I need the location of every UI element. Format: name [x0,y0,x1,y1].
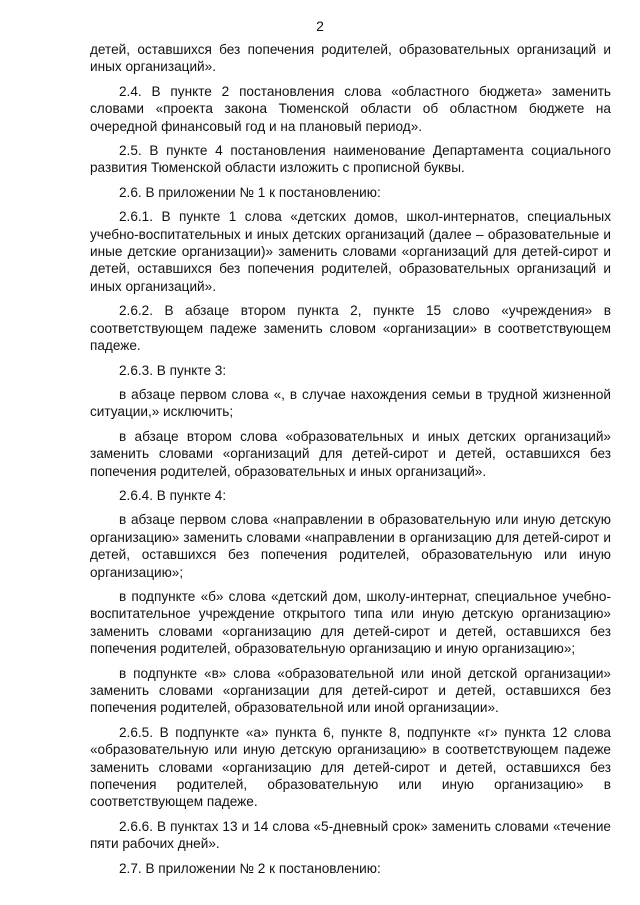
paragraph-2-6-3-b: в абзаце втором слова «образовательных и иных детских организаций» заменить словами «организаций для детей-сирот и детей, оставшихся без попечения родителей, образовательных и иных организаций». [90,428,611,479]
paragraph-continuation: детей, оставшихся без попечения родителей, образовательных организаций и иных организаций». [90,42,611,75]
paragraph-2-6-4-c: в подпункте «в» слова «образовательной или иной детской организации» заменить словами «организации для детей-сирот и детей, оставшихся без попечения родителей, образовательной или иной организации». [90,665,611,716]
paragraph-2-6-5: 2.6.5. В подпункте «а» пункта 6, пункте 8, подпункте «г» пункта 12 слова «образовательную или иную детскую организацию» в соответствующем падеже заменить словами «организацию для детей-сирот и детей, оставшихся без попечения родителей, образовательную или иную организацию» в соответствующем падеже. [90,724,611,810]
page-number: 2 [316,18,324,34]
paragraph-2-4: 2.4. В пункте 2 постановления слова «областного бюджета» заменить словами «проекта закона Тюменской области об областном бюджете на очередной финансовый год и на плановый период». [90,83,611,134]
paragraph-2-6-3-a: в абзаце первом слова «, в случае нахождения семьи в трудной жизненной ситуации,» исключить; [90,386,611,420]
paragraph-2-5: 2.5. В пункте 4 постановления наименование Департамента социального развития Тюменской области изложить с прописной буквы. [90,143,611,176]
paragraph-2-6: 2.6. В приложении № 1 к постановлению: [119,184,381,200]
paragraph-2-6-4-b: в подпункте «б» слова «детский дом, школу-интернат, специальное учебно-воспитательное учреждение открытого типа или иную детскую организацию» заменить словами «организацию для детей-сирот и детей, оставшихся без попечения родителей, образовательную организацию и иную организацию»; [90,588,611,657]
paragraph-2-6-2: 2.6.2. В абзаце втором пункта 2, пункте 15 слово «учреждения» в соответствующем падеже заменить словом «организации» в соответствующем падеже. [90,303,611,354]
paragraph-2-6-4-a: в абзаце первом слова «направлении в образовательную или иную детскую организацию» заменить словами «направлении в организацию для детей-сирот и детей, оставшихся без попечения родителей, образовательную или иную организацию»; [90,512,611,580]
paragraph-2-7: 2.7. В приложении № 2 к постановлению: [119,860,381,876]
document-body [90,41,611,884]
paragraph-2-6-4: 2.6.4. В пункте 4: [119,487,227,503]
paragraph-2-6-6: 2.6.6. В пунктах 13 и 14 слова «5-дневный срок» заменить словами «течение пяти рабочих дней». [90,818,611,852]
paragraph-2-6-1: 2.6.1. В пункте 1 слова «детских домов, школ-интернатов, специальных учебно-воспитательных и иных детских организаций (далее – образовательные и иные детские организации)» заменить словами «организаций для детей-сирот и детей, оставшихся без попечения родителей, образовательных организаций и иных организаций». [90,209,611,294]
paragraph-2-6-3: 2.6.3. В пункте 3: [119,362,227,378]
